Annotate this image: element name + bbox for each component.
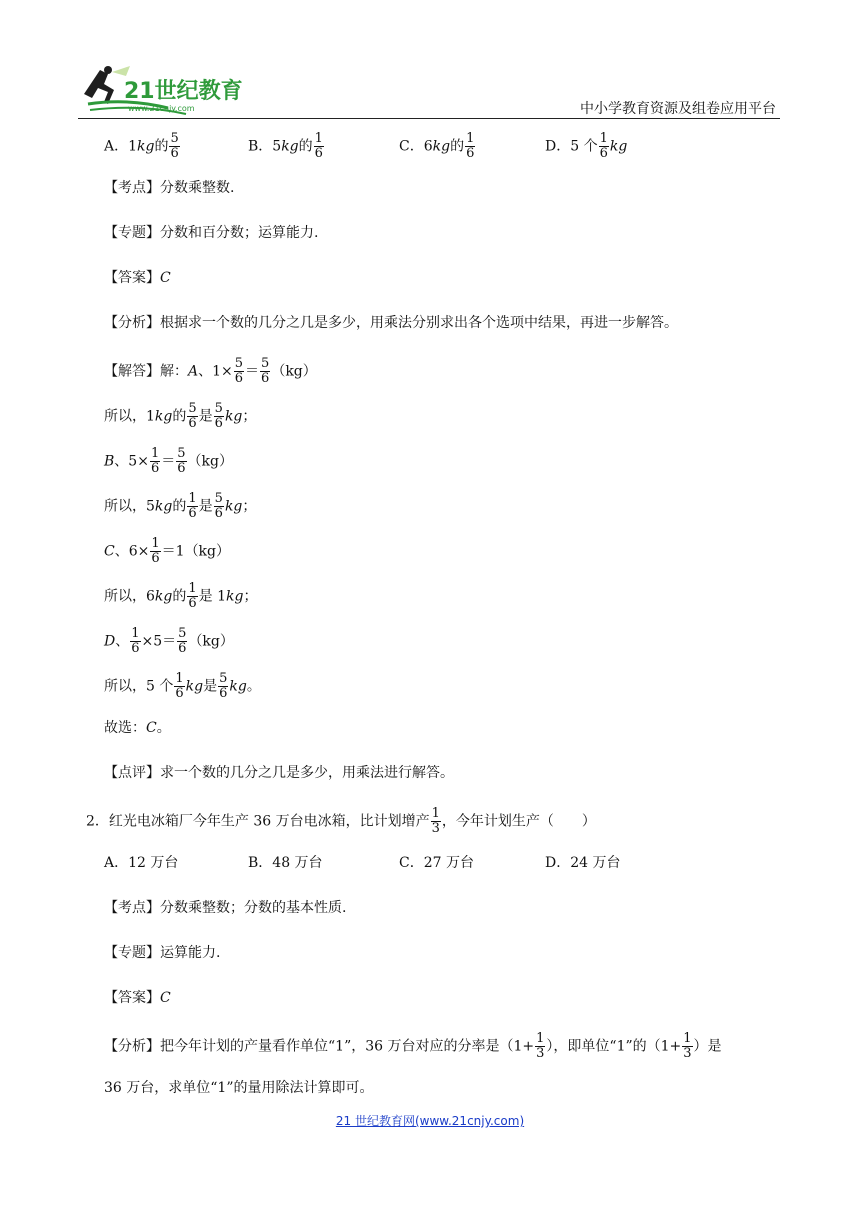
q2-zhuanti: 【专题】运算能力. bbox=[104, 945, 221, 961]
q1-calc-b: B、5× $\frac{1}{6}$ ＝ $\frac{5}{6}$ （kg） bbox=[104, 446, 233, 476]
q1-kaodian: 【考点】分数乘整数. bbox=[104, 180, 235, 196]
q2-stem: 2．红光电冰箱厂今年生产 36 万台电冰箱，比计划增产 $\frac{1}{3}$ ，今年计划生产（ ） bbox=[86, 806, 596, 836]
footer-link[interactable]: 21 世纪教育网(www.21cnjy.com) bbox=[335, 1114, 525, 1128]
q1-option-d: D．5 个 $\frac{1}{6}$ kg bbox=[545, 131, 628, 161]
q2-fenxi: 【分析】把今年计划的产量看作单位“1”，36 万台对应的分率是（1+ $\frac{1}{3}$ ），即单位“1”的（1+ $\frac{1}{3}$ ）是 bbox=[104, 1031, 722, 1061]
q1-step-4: 所以，5 个 $\frac{1}{6}$ kg是 $\frac{5}{6}$ kg。 bbox=[104, 671, 261, 701]
q1-step-2: 所以，5kg的 $\frac{1}{6}$ 是 $\frac{5}{6}$ kg； bbox=[104, 491, 257, 521]
q1-zhuanti: 【专题】分数和百分数；运算能力. bbox=[104, 225, 319, 241]
q1-answer: 【答案】C bbox=[104, 270, 171, 286]
runner-icon bbox=[84, 70, 114, 104]
q1-guxuan: 故选：C。 bbox=[104, 720, 171, 736]
q1-jieda: 【解答】解：A、1× $\frac{5}{6}$ ＝ $\frac{5}{6}$ （kg） bbox=[104, 356, 317, 386]
q1-option-c: C．6kg的 $\frac{1}{6}$ bbox=[399, 131, 475, 161]
q1-option-b: B．5kg的 $\frac{1}{6}$ bbox=[248, 131, 323, 161]
q2-fenxi-line2: 36 万台，求单位“1”的量用除法计算即可。 bbox=[104, 1080, 374, 1096]
logo-text: 21世纪教育 bbox=[124, 79, 243, 104]
platform-title: 中小学教育资源及组卷应用平台 bbox=[580, 101, 776, 117]
q1-dianping: 【点评】求一个数的几分之几是多少，用乘法进行解答。 bbox=[104, 765, 454, 781]
q2-option-c: C．27 万台 bbox=[399, 855, 474, 871]
logo-url: www.21cnjy.com bbox=[128, 104, 195, 113]
q2-option-a: A．12 万台 bbox=[104, 855, 179, 871]
q1-fenxi: 【分析】根据求一个数的几分之几是多少，用乘法分别求出各个选项中结果，再进一步解答。 bbox=[104, 315, 678, 331]
q1-calc-d: D、 $\frac{1}{6}$ ×5＝ $\frac{5}{6}$ （kg） bbox=[104, 626, 234, 656]
page-header bbox=[78, 62, 780, 120]
q2-kaodian: 【考点】分数乘整数；分数的基本性质. bbox=[104, 900, 347, 916]
page-footer bbox=[0, 1112, 860, 1129]
q1-step-1: 所以，1kg的 $\frac{5}{6}$ 是 $\frac{5}{6}$ kg； bbox=[104, 401, 257, 431]
q1-calc-c: C、6× $\frac{1}{6}$ ＝1（kg） bbox=[104, 536, 231, 566]
header-rule bbox=[78, 118, 780, 119]
q2-option-d: D．24 万台 bbox=[545, 855, 621, 871]
q2-answer: 【答案】C bbox=[104, 990, 171, 1006]
q1-step-3: 所以，6kg的 $\frac{1}{6}$ 是 1kg； bbox=[104, 581, 258, 611]
q2-option-b: B．48 万台 bbox=[248, 855, 323, 871]
q1-option-a: A．1kg的 $\frac{5}{6}$ bbox=[104, 131, 179, 161]
logo-21cnjy bbox=[78, 64, 258, 116]
